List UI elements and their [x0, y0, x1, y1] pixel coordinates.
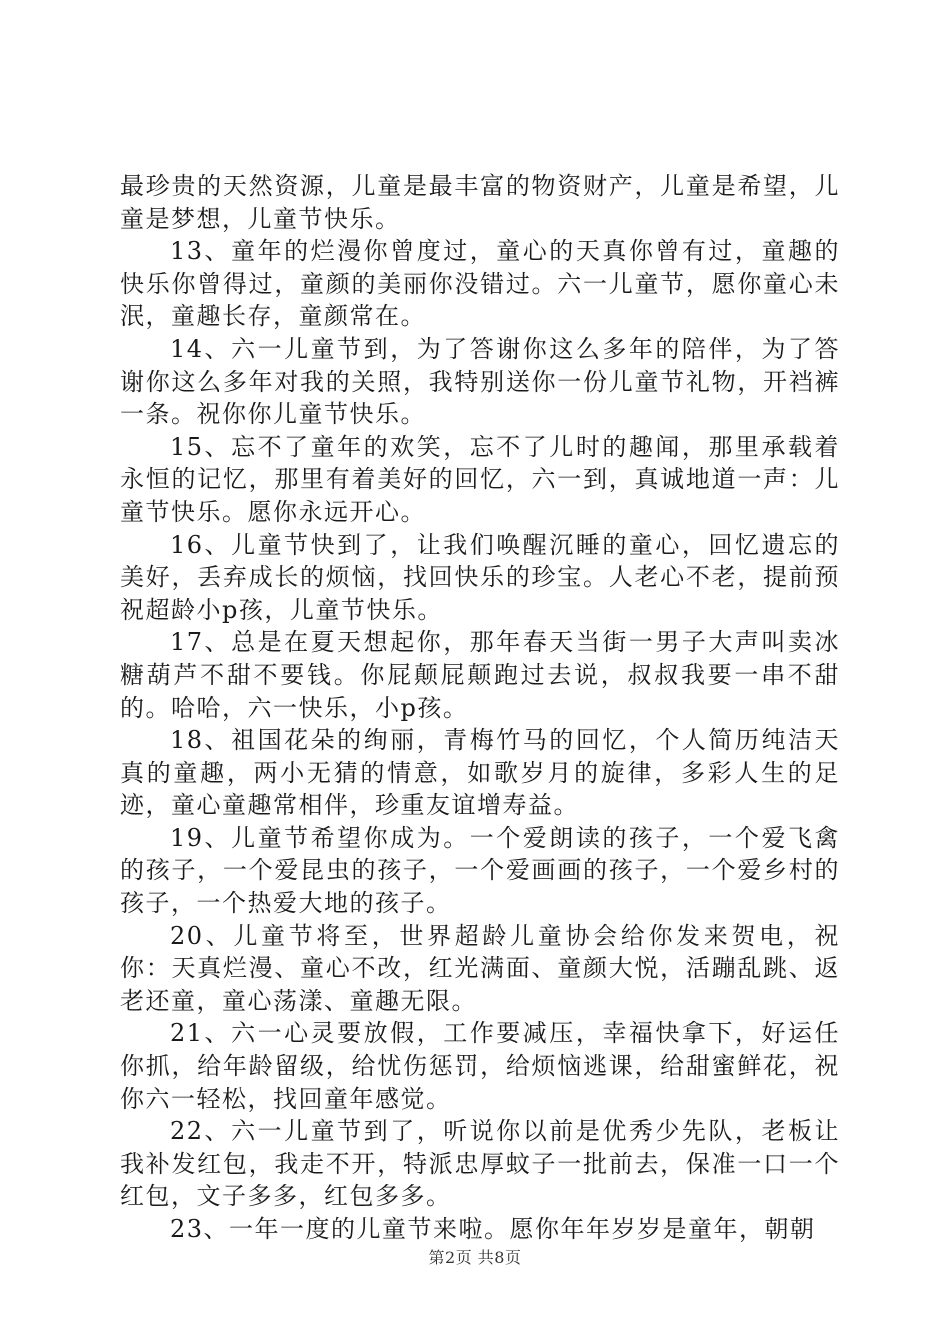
- paragraph: 18、祖国花朵的绚丽，青梅竹马的回忆，个人简历纯洁天真的童趣，两小无猜的情意，如歌岁月的旋律，多彩人生的足迹，童心童趣常相伴，珍重友谊增寿益。: [120, 726, 840, 820]
- page-number-footer: 第2页 共8页: [428, 1248, 522, 1267]
- paragraph: 17、总是在夏天想起你，那年春天当街一男子大声叫卖冰糖葫芦不甜不要钱。你屁颠屁颠跑过去说，叔叔我要一串不甜的。哈哈，六一快乐，小p孩。: [120, 628, 840, 722]
- paragraph: 21、六一心灵要放假，工作要减压，幸福快拿下，好运任你抓，给年龄留级，给忧伤惩罚，给烦恼逃课，给甜蜜鲜花，祝你六一轻松，找回童年感觉。: [120, 1019, 840, 1113]
- paragraph: 13、童年的烂漫你曾度过，童心的天真你曾有过，童趣的快乐你曾得过，童颜的美丽你没错过。六一儿童节，愿你童心未泯，童趣长存，童颜常在。: [120, 237, 840, 331]
- paragraph: 22、六一儿童节到了，听说你以前是优秀少先队，老板让我补发红包，我走不开，特派忠厚蚊子一批前去，保准一口一个红包，文子多多，红包多多。: [120, 1117, 840, 1211]
- paragraph: 最珍贵的天然资源，儿童是最丰富的物资财产，儿童是希望，儿童是梦想，儿童节快乐。: [120, 172, 840, 233]
- paragraph: 15、忘不了童年的欢笑，忘不了儿时的趣闻，那里承载着永恒的记忆，那里有着美好的回忆，六一到，真诚地道一声：儿童节快乐。愿你永远开心。: [120, 432, 840, 526]
- paragraph: 16、儿童节快到了，让我们唤醒沉睡的童心，回忆遗忘的美好，丢弃成长的烦恼，找回快乐的珍宝。人老心不老，提前预祝超龄小p孩，儿童节快乐。: [120, 530, 840, 624]
- document-body: [120, 170, 840, 1246]
- paragraph: 20、儿童节将至，世界超龄儿童协会给你发来贺电，祝你：天真烂漫、童心不改，红光满面、童颜大悦，活蹦乱跳、返老还童，童心荡漾、童趣无限。: [120, 921, 840, 1015]
- paragraph: 23、一年一度的儿童节来啦。愿你年年岁岁是童年，朝朝: [170, 1215, 816, 1243]
- paragraph: 14、六一儿童节到，为了答谢你这么多年的陪伴，为了答谢你这么多年对我的关照，我特别送你一份儿童节礼物，开裆裤一条。祝你你儿童节快乐。: [120, 334, 840, 429]
- paragraph: 19、儿童节希望你成为。一个爱朗读的孩子，一个爱飞禽的孩子，一个爱昆虫的孩子，一个爱画画的孩子，一个爱乡村的孩子，一个热爱大地的孩子。: [120, 823, 840, 918]
